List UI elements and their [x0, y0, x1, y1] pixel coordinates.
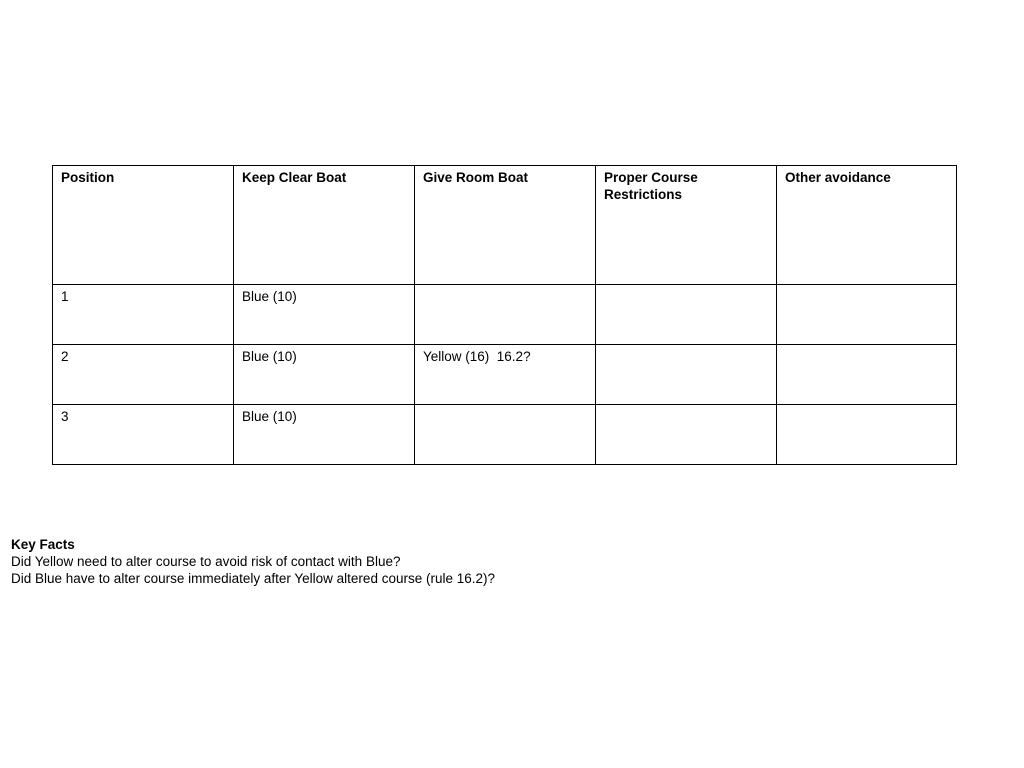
table-header-row	[53, 166, 957, 285]
cell-position: 1	[53, 285, 234, 345]
header-keep-clear-boat: Keep Clear Boat	[234, 166, 415, 285]
cell-other-avoidance	[777, 285, 957, 345]
header-give-room-boat: Give Room Boat	[415, 166, 596, 285]
cell-position: 3	[53, 405, 234, 465]
cell-give-room-boat	[415, 405, 596, 465]
cell-keep-clear-boat: Blue (10)	[234, 345, 415, 405]
key-facts-title: Key Facts	[11, 537, 75, 552]
header-position: Position	[53, 166, 234, 285]
cell-other-avoidance	[777, 345, 957, 405]
cell-proper-course-restrictions	[596, 345, 777, 405]
table-row	[53, 285, 957, 345]
cell-keep-clear-boat: Blue (10)	[234, 405, 415, 465]
key-fact-line: Did Blue have to alter course immediately after Yellow altered course (rule 16.2)?	[11, 571, 496, 586]
header-proper-course-restrictions: Proper Course Restrictions	[596, 166, 777, 285]
cell-give-room-boat	[415, 285, 596, 345]
rules-table	[52, 165, 957, 465]
cell-position: 2	[53, 345, 234, 405]
key-fact-line: Did Yellow need to alter course to avoid risk of contact with Blue?	[11, 554, 401, 569]
cell-proper-course-restrictions	[596, 405, 777, 465]
cell-other-avoidance	[777, 405, 957, 465]
cell-proper-course-restrictions	[596, 285, 777, 345]
header-other-avoidance: Other avoidance	[777, 166, 957, 285]
table-row	[53, 345, 957, 405]
key-facts-section	[11, 536, 495, 587]
cell-keep-clear-boat: Blue (10)	[234, 285, 415, 345]
table-row	[53, 405, 957, 465]
cell-give-room-boat: Yellow (16) 16.2?	[415, 345, 596, 405]
